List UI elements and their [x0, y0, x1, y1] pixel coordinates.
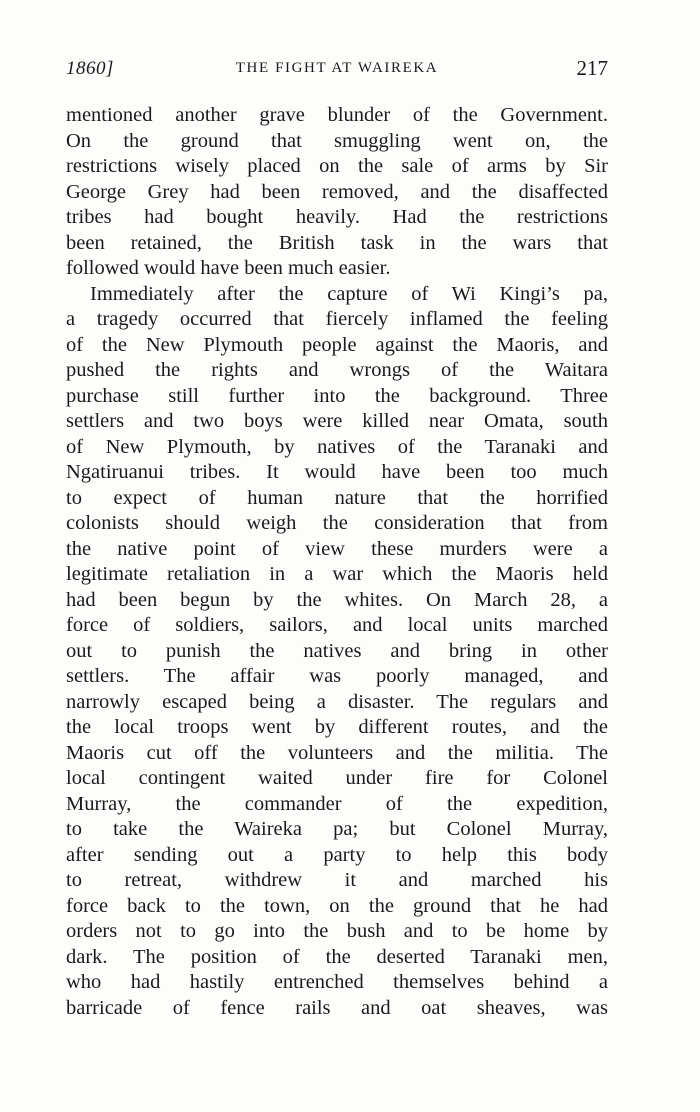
text-line: of the New Plymouth people against the Maoris, and: [66, 333, 608, 356]
text-line: barricade of fence rails and oat sheaves, was: [66, 996, 608, 1019]
running-head: [66, 56, 608, 86]
text-line: narrowly escaped being a disaster. The regulars and: [66, 690, 608, 713]
text-line: George Grey had been removed, and the disaffected: [66, 180, 608, 203]
text-line: orders not to go into the bush and to be home by: [66, 920, 608, 942]
text-line: Maoris cut off the volunteers and the militia. The: [66, 741, 608, 764]
text-line: after sending out a party to help this body: [66, 843, 608, 866]
text-line: pushed the rights and wrongs of the Waitara: [66, 359, 608, 381]
text-line: Ngatiruanui tribes. It would have been too much: [66, 461, 608, 483]
text-line: of New Plymouth, by natives of the Taranaki and: [66, 435, 608, 458]
text-line: purchase still further into the background. Three: [66, 384, 608, 407]
text-line: had been begun by the whites. On March 28, a: [66, 588, 608, 611]
text-line: a tragedy occurred that fiercely inflamed the feeling: [66, 308, 608, 330]
text-line: to retreat, withdrew it and marched his: [66, 869, 608, 891]
text-line: who had hastily entrenched themselves behind a: [66, 971, 608, 993]
text-line: been retained, the British task in the wars that: [66, 231, 608, 254]
paragraph: [66, 103, 608, 282]
paragraph: [66, 282, 608, 1022]
text-line: Murray, the commander of the expedition,: [66, 792, 608, 815]
text-line: force back to the town, on the ground that he had: [66, 894, 608, 917]
text-line: colonists should weigh the consideration that from: [66, 512, 608, 534]
text-line: force of soldiers, sailors, and local units marched: [66, 614, 608, 636]
text-line: legitimate retaliation in a war which the Maoris held: [66, 563, 608, 585]
text-line: Immediately after the capture of Wi Kingi’s pa,: [90, 282, 608, 305]
text-line: dark. The position of the deserted Taranaki men,: [66, 945, 608, 968]
text-line: out to punish the natives and bring in other: [66, 639, 608, 662]
text-line: mentioned another grave blunder of the Government.: [66, 104, 608, 126]
text-line: local contingent waited under fire for Colonel: [66, 767, 608, 789]
body-text: [66, 103, 608, 1021]
text-line: On the ground that smuggling went on, the: [66, 129, 608, 152]
text-line: to expect of human nature that the horrified: [66, 486, 608, 509]
page-number: 217: [576, 56, 608, 80]
running-head-title: THE FIGHT AT WAIREKA: [235, 60, 439, 76]
running-head-year: 1860]: [66, 58, 114, 79]
text-line: followed would have been much easier.: [66, 257, 391, 279]
text-line: the local troops went by different routes, and the: [66, 716, 608, 738]
text-line: tribes had bought heavily. Had the restrictions: [66, 206, 608, 228]
text-line: settlers and two boys were killed near Omata, south: [66, 410, 608, 432]
text-line: to take the Waireka pa; but Colonel Murray,: [66, 818, 608, 840]
text-line: the native point of view these murders were a: [66, 537, 608, 560]
text-line: restrictions wisely placed on the sale of arms by Sir: [66, 155, 608, 177]
text-line: settlers. The affair was poorly managed, and: [66, 665, 608, 687]
